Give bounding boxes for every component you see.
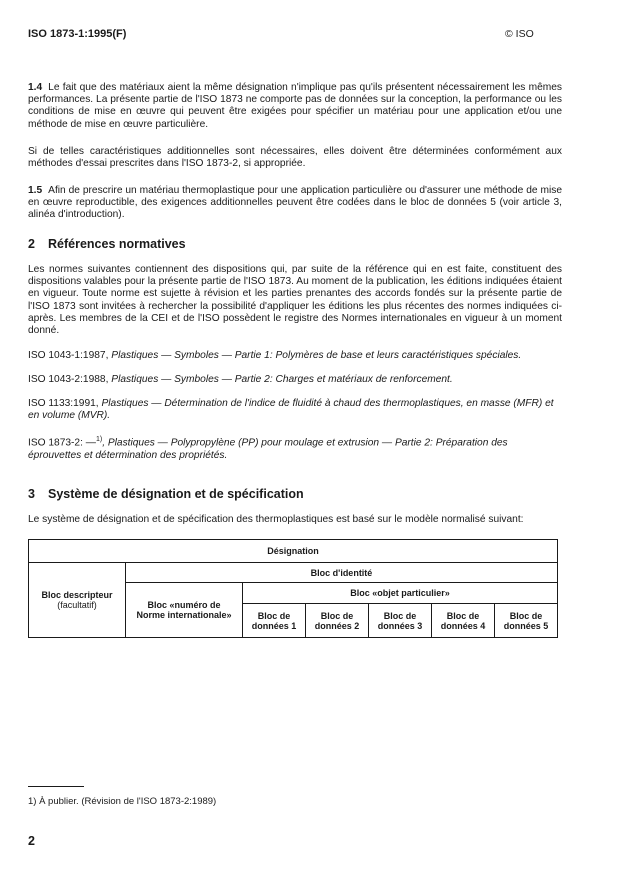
paragraph-text: Le système de désignation et de spécification des thermoplastiques est basé sur le modèle normalisé suivant: xyxy=(28,514,524,525)
data-block-line1: Bloc de xyxy=(320,610,354,621)
data-block-3 xyxy=(369,604,432,638)
paragraph-1-4-continued xyxy=(28,146,562,170)
descriptor-block-label: Bloc descripteur xyxy=(41,590,113,600)
identity-block-header: Bloc d'identité xyxy=(126,563,558,583)
data-block-line2: données 5 xyxy=(503,620,549,631)
section-number: 3 xyxy=(28,487,35,501)
clause-number: 1.5 xyxy=(28,185,43,196)
optional-label: (facultatif) xyxy=(57,600,97,610)
section-3-heading xyxy=(28,487,304,501)
reference-iso-1043-1 xyxy=(28,350,562,362)
section-number: 2 xyxy=(28,237,35,251)
reference-title: Plastiques — Détermination de l'indice de fluidité à chaud des thermoplastiques, en masse (MFR) et en volume (MVR). xyxy=(28,398,554,422)
data-block-line1: Bloc de xyxy=(383,610,417,621)
paragraph-text: Afin de prescrire un matériau thermoplastique pour une application particulière ou d'assurer une méthode de mise en œuvre reproductible, des exigences additionnelles peuvent être codées dans le bloc de données 5 (voir article 3, alinéa d'introduction). xyxy=(28,185,562,221)
paragraph-text: Le fait que des matériaux aient la même désignation n'implique pas qu'ils présentent nécessairement les mêmes performances. La présente partie de l'ISO 1873 ne comporte pas de données sur la conception, la performance ou les conditions de mise en œuvre qui peuvent être exigées pour spécifier un matériau pour une application et/ou une méthode de mise en œuvre particulière. xyxy=(28,82,562,130)
data-block-2 xyxy=(306,604,369,638)
standard-number-block-cell xyxy=(126,583,243,638)
paragraph-1-4 xyxy=(28,82,562,131)
document-standard-id: ISO 1873-1:1995(F) xyxy=(28,28,127,40)
data-block-4 xyxy=(432,604,495,638)
reference-title: , Plastiques — Polypropylène (PP) pour moulage et extrusion — Partie 2: Préparation des éprouvettes et détermination des propriétés. xyxy=(28,437,508,461)
data-block-line1: Bloc de xyxy=(509,610,543,621)
reference-code: ISO 1133:1991, xyxy=(28,398,99,409)
data-block-1 xyxy=(243,604,306,638)
page-number: 2 xyxy=(28,834,35,848)
section-title: Références normatives xyxy=(48,237,186,251)
reference-code: ISO 1873-2: — xyxy=(28,437,96,449)
reference-title: Plastiques — Symboles — Partie 2: Charges et matériaux de renforcement. xyxy=(111,374,453,385)
footnote-marker[interactable]: 1) xyxy=(95,436,103,443)
footnote-divider xyxy=(28,786,84,787)
paragraph-text: Si de telles caractéristiques additionnelles sont nécessaires, elles doivent être déterminées conformément aux méthodes d'essai prescrites dans l'ISO 1873-2, si appropriée. xyxy=(28,146,562,170)
section-2-heading xyxy=(28,237,186,251)
data-block-line2: données 4 xyxy=(440,620,486,631)
section-title: Système de désignation et de spécification xyxy=(48,487,304,501)
standard-number-block-line1: Bloc «numéro de xyxy=(147,600,221,610)
data-block-5 xyxy=(495,604,558,638)
standard-number-block-line2: Norme internationale» xyxy=(136,610,232,620)
data-block-line2: données 2 xyxy=(314,620,360,631)
specific-item-block-header: Bloc «objet particulier» xyxy=(243,583,558,604)
clause-number: 1.4 xyxy=(28,82,43,93)
reference-title: Plastiques — Symboles — Partie 1: Polymères de base et leurs caractéristiques spéciales. xyxy=(111,350,522,361)
section-3-intro xyxy=(28,514,562,526)
data-block-line2: données 1 xyxy=(251,620,297,631)
reference-code: ISO 1043-2:1988, xyxy=(28,374,109,385)
designation-model-table xyxy=(28,539,558,638)
section-2-intro xyxy=(28,264,562,337)
reference-code: ISO 1043-1:1987, xyxy=(28,350,109,361)
reference-iso-1133 xyxy=(28,398,562,423)
data-block-line1: Bloc de xyxy=(446,610,480,621)
paragraph-text: Les normes suivantes contiennent des dispositions qui, par suite de la référence qui en est faite, constituent des dispositions valables pour la présente partie de l'ISO 1873. Au moment de la publication, les éditions indiquées étaient en vigueur. Toute norme est sujette à révision et les parties prenantes des accords fondés sur la présente partie de l'ISO 1873 sont invitées à rechercher la possibilité d'appliquer les éditions les plus récentes des normes indiquées ci-après. Les membres de la CEI et de l'ISO possèdent le registre des Normes internationales en vigueur à un moment donné. xyxy=(28,264,562,337)
descriptor-block-cell xyxy=(29,563,126,638)
data-block-line1: Bloc de xyxy=(257,610,291,621)
paragraph-1-5 xyxy=(28,185,562,222)
designation-header: Désignation xyxy=(29,540,558,563)
reference-iso-1043-2 xyxy=(28,374,562,386)
data-block-line2: données 3 xyxy=(377,620,423,631)
copyright-mark: © ISO xyxy=(505,28,534,40)
reference-iso-1873-2 xyxy=(28,434,562,462)
footnote-text: 1) À publier. (Révision de l'ISO 1873-2:1989) xyxy=(28,796,217,807)
